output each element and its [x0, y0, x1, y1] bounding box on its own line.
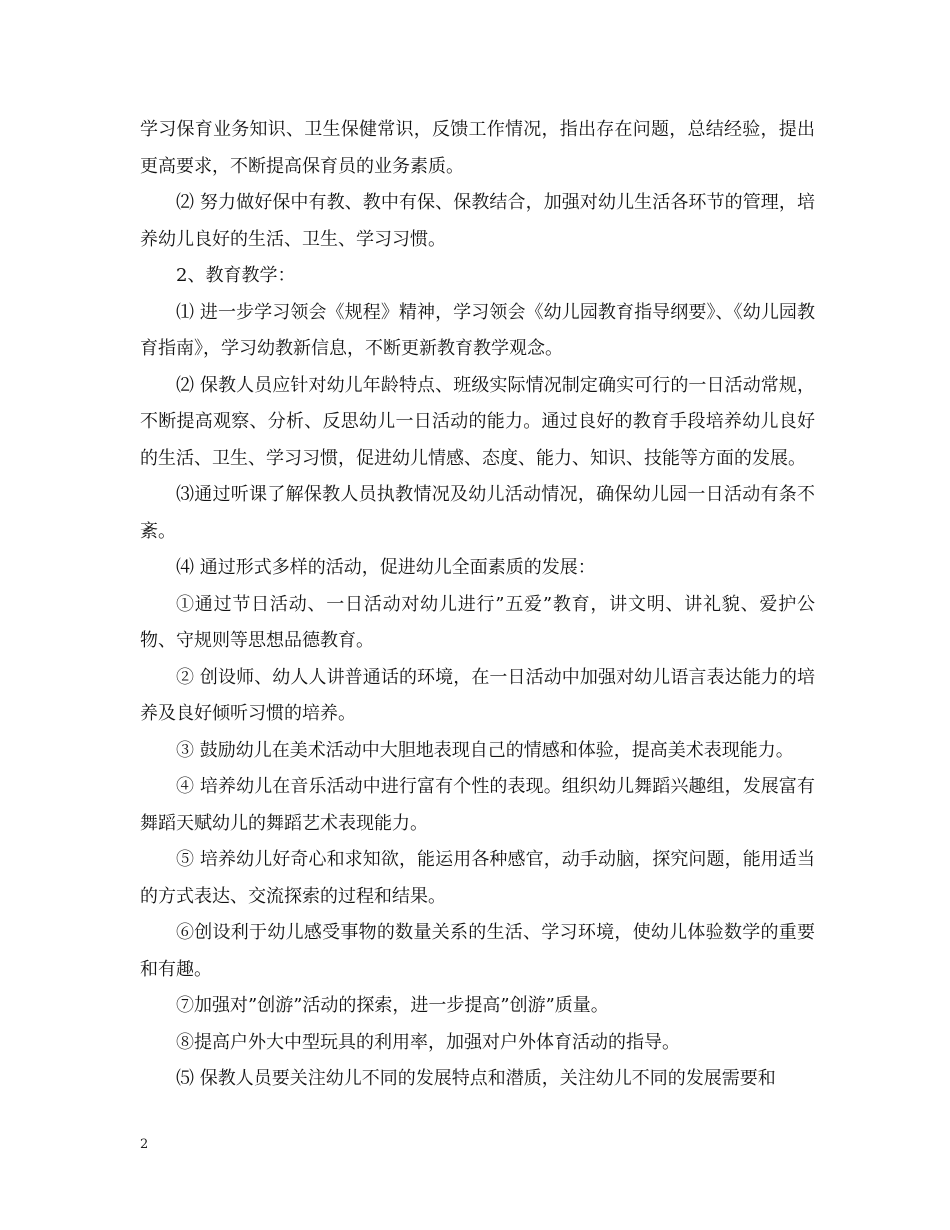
- paragraph: ⑵ 努力做好保中有教、教中有保、保教结合，加强对幼儿生活各环节的管理，培养幼儿良好的生活、卫生、学习习惯。: [140, 192, 815, 250]
- list-item: ⑥创设利于幼儿感受事物的数量关系的生活、学习环境，使幼儿体验数学的重要和有趣。: [140, 922, 815, 980]
- list-item: ⑧提高户外大中型玩具的利用率，加强对户外体育活动的指导。: [176, 1031, 680, 1053]
- paragraph: 学习保育业务知识、卫生保健常识，反馈工作情况，指出存在问题，总结经验，提出更高要求，不断提高保育员的业务素质。: [140, 119, 815, 177]
- list-item: ①通过节日活动、一日活动对幼儿进行”五爱”教育，讲文明、讲礼貌、爱护公物、守规则等思想品德教育。: [140, 593, 815, 651]
- list-item: ⑦加强对”创游”活动的探索，进一步提高”创游”质量。: [176, 995, 609, 1016]
- list-item: ④ 培养幼儿在音乐活动中进行富有个性的表现。组织幼儿舞蹈兴趣组，发展富有舞蹈天赋幼儿的舞蹈艺术表现能力。: [140, 776, 815, 834]
- body-text: [140, 112, 815, 1098]
- section-heading: 2、教育教学：: [176, 265, 296, 286]
- paragraph: ⑶通过听课了解保教人员执教情况及幼儿活动情况，确保幼儿园一日活动有条不紊。: [140, 484, 815, 542]
- page-number: 2: [140, 1137, 149, 1152]
- list-item: ③ 鼓励幼儿在美术活动中大胆地表现自己的情感和体验，提高美术表现能力。: [176, 739, 794, 761]
- paragraph: ⑷ 通过形式多样的活动，促进幼儿全面素质的发展：: [176, 557, 596, 578]
- paragraph: ⑴ 进一步学习领会《规程》精神，学习领会《幼儿园教育指导纲要》、《幼儿园教育指南》，学习幼教新信息，不断更新教育教学观念。: [140, 301, 815, 359]
- paragraph: ⑵ 保教人员应针对幼儿年龄特点、班级实际情况制定确实可行的一日活动常规，不断提高观察、分析、反思幼儿一日活动的能力。通过良好的教育手段培养幼儿良好的生活、卫生、学习习惯，促进幼儿情感、态度、能力、知识、技能等方面的发展。: [140, 374, 815, 469]
- list-item: ⑤ 培养幼儿好奇心和求知欲，能运用各种感官，动手动脑，探究问题，能用适当的方式表达、交流探索的过程和结果。: [140, 849, 815, 907]
- paragraph: ⑸ 保教人员要关注幼儿不同的发展特点和潜质，关注幼儿不同的发展需要和: [176, 1068, 776, 1089]
- list-item: ② 创设师、幼人人讲普通话的环境，在一日活动中加强对幼儿语言表达能力的培养及良好倾听习惯的培养。: [140, 666, 815, 724]
